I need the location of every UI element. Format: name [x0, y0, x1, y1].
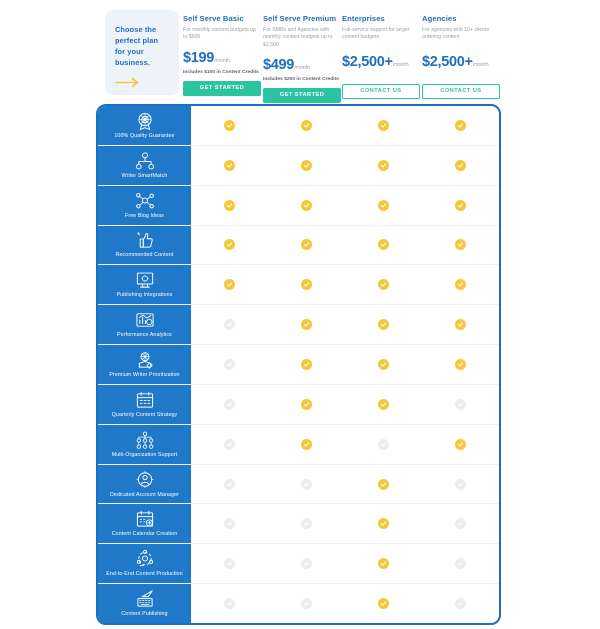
check-icon-active: [301, 239, 312, 250]
feature-value-cell: [345, 146, 422, 185]
check-icon-active: [224, 200, 235, 211]
feature-value-cell: [268, 265, 345, 304]
feature-cell: [98, 106, 191, 145]
plan-title: Enterprises: [342, 14, 385, 23]
feature-value-cell: [422, 265, 499, 304]
plan-description: For SMBs and Agencies with monthly content budgets up to $2,500: [263, 27, 333, 48]
feature-values: [191, 544, 499, 583]
feature-value-cell: [191, 146, 268, 185]
feature-value-cell: [345, 305, 422, 344]
table-row: [98, 504, 499, 544]
plan-credits: Includes $200 in Content Credits: [263, 77, 339, 83]
plan-description: Full-service support for larger content budgets: [342, 27, 410, 41]
check-icon-active: [378, 399, 389, 410]
plan-period: /month: [294, 65, 310, 72]
plan-period: /month: [392, 61, 409, 68]
feature-value-cell: [345, 106, 422, 145]
check-icon-inactive: [224, 479, 235, 490]
check-icon-inactive: [224, 399, 235, 410]
check-icon-active: [301, 120, 312, 131]
check-icon-inactive: [301, 518, 312, 529]
plan-price-row: [183, 49, 261, 67]
feature-value-cell: [345, 584, 422, 623]
feature-value-cell: [345, 265, 422, 304]
feature-value-cell: [191, 186, 268, 225]
feature-cell: [98, 504, 191, 543]
smartmatch-icon: [134, 151, 156, 171]
feature-cell: [98, 226, 191, 265]
feature-value-cell: [268, 146, 345, 185]
plan-title: Agencies: [422, 14, 457, 23]
calendar-create-icon: [134, 509, 156, 529]
plan-price-row: [422, 53, 500, 71]
table-row: [98, 345, 499, 385]
feature-value-cell: [422, 146, 499, 185]
check-icon-inactive: [224, 558, 235, 569]
intro-card: [105, 10, 179, 95]
quality-badge-icon: [134, 111, 156, 131]
check-icon-active: [378, 200, 389, 211]
check-icon-inactive: [455, 598, 466, 609]
check-icon-inactive: [224, 518, 235, 529]
feature-cell: [98, 544, 191, 583]
plan-price: $499: [263, 57, 295, 74]
contact-us-button[interactable]: CONTACT US: [422, 84, 500, 99]
check-icon-active: [455, 239, 466, 250]
check-icon-inactive: [301, 479, 312, 490]
pricing-header: [0, 0, 600, 104]
check-icon-inactive: [224, 359, 235, 370]
check-icon-active: [455, 120, 466, 131]
table-row: [98, 186, 499, 226]
feature-value-cell: [191, 584, 268, 623]
check-icon-active: [378, 279, 389, 290]
get-started-button[interactable]: GET STARTED: [183, 81, 261, 96]
check-icon-active: [378, 558, 389, 569]
contact-us-button[interactable]: CONTACT US: [342, 84, 420, 99]
feature-value-cell: [191, 465, 268, 504]
feature-values: [191, 425, 499, 464]
thumbs-up-icon: [134, 230, 156, 250]
feature-value-cell: [422, 425, 499, 464]
feature-label: Content Publishing: [121, 611, 168, 618]
check-icon-active: [455, 359, 466, 370]
check-icon-inactive: [378, 439, 389, 450]
feature-cell: [98, 265, 191, 304]
feature-label: Dedicated Account Manager: [109, 491, 180, 498]
feature-value-cell: [422, 465, 499, 504]
feature-value-cell: [191, 345, 268, 384]
feature-values: [191, 584, 499, 623]
plan-price-row: [342, 53, 420, 71]
feature-values: [191, 385, 499, 424]
check-icon-inactive: [455, 518, 466, 529]
table-row: [98, 425, 499, 465]
feature-cell: [98, 385, 191, 424]
feature-value-cell: [268, 425, 345, 464]
check-icon-active: [301, 160, 312, 171]
check-icon-active: [301, 399, 312, 410]
check-icon-inactive: [224, 598, 235, 609]
feature-values: [191, 305, 499, 344]
monitor-gear-icon: [134, 270, 156, 290]
table-row: [98, 146, 499, 186]
feature-value-cell: [422, 106, 499, 145]
check-icon-active: [301, 319, 312, 330]
organization-icon: [134, 430, 156, 450]
feature-value-cell: [268, 345, 345, 384]
feature-value-cell: [268, 385, 345, 424]
check-icon-active: [301, 359, 312, 370]
account-manager-icon: [134, 470, 156, 490]
feature-value-cell: [422, 305, 499, 344]
plan-price: $2,500+: [342, 53, 393, 70]
table-row: [98, 584, 499, 623]
feature-value-cell: [268, 465, 345, 504]
production-cycle-icon: [134, 549, 156, 569]
arrow-right-icon: [115, 77, 141, 88]
check-icon-active: [301, 279, 312, 290]
check-icon-inactive: [224, 439, 235, 450]
feature-value-cell: [191, 504, 268, 543]
plan-price: $199: [183, 49, 215, 66]
premium-writer-icon: [134, 350, 156, 370]
feature-values: [191, 186, 499, 225]
feature-values: [191, 265, 499, 304]
feature-value-cell: [345, 544, 422, 583]
check-icon-active: [224, 120, 235, 131]
feature-label: Free Blog Ideas: [125, 212, 164, 219]
check-icon-active: [378, 359, 389, 370]
feature-values: [191, 504, 499, 543]
check-icon-active: [455, 319, 466, 330]
feature-cell: [98, 425, 191, 464]
table-row: [98, 465, 499, 505]
feature-value-cell: [345, 226, 422, 265]
feature-values: [191, 465, 499, 504]
feature-value-cell: [422, 226, 499, 265]
feature-value-cell: [345, 385, 422, 424]
check-icon-active: [455, 279, 466, 290]
feature-value-cell: [268, 584, 345, 623]
feature-values: [191, 226, 499, 265]
check-icon-active: [378, 598, 389, 609]
feature-value-cell: [268, 504, 345, 543]
check-icon-inactive: [455, 558, 466, 569]
feature-label: Writer SmartMatch: [121, 172, 168, 179]
feature-comparison-table: [96, 104, 501, 625]
feature-cell: [98, 345, 191, 384]
feature-value-cell: [422, 584, 499, 623]
feature-value-cell: [345, 504, 422, 543]
plan-price-row: [263, 56, 341, 74]
feature-value-cell: [422, 186, 499, 225]
plan-title: Self Serve Premium: [263, 14, 337, 23]
plan-description: For agencies with 10+ clients ordering content: [422, 27, 490, 41]
check-icon-active: [301, 200, 312, 211]
feature-value-cell: [268, 186, 345, 225]
check-icon-inactive: [224, 319, 235, 330]
feature-label: Publishing Integrations: [116, 292, 173, 299]
plan-column-enterprises: [342, 14, 420, 99]
feature-value-cell: [422, 385, 499, 424]
plan-credits: Includes $100 in Content Credits: [183, 69, 259, 75]
check-icon-active: [224, 239, 235, 250]
table-row: [98, 265, 499, 305]
check-icon-inactive: [455, 399, 466, 410]
feature-value-cell: [268, 544, 345, 583]
feature-value-cell: [345, 186, 422, 225]
feature-label: Premium Writer Prioritization: [109, 371, 180, 378]
check-icon-active: [455, 160, 466, 171]
feature-value-cell: [191, 385, 268, 424]
plan-price: $2,500+: [422, 53, 473, 70]
feature-cell: [98, 584, 191, 623]
table-row: [98, 106, 499, 146]
feature-value-cell: [268, 106, 345, 145]
feature-label: Recommended Content: [115, 252, 174, 259]
table-row: [98, 544, 499, 584]
feature-value-cell: [345, 345, 422, 384]
calendar-strategy-icon: [134, 390, 156, 410]
feature-value-cell: [191, 425, 268, 464]
blog-ideas-icon: [134, 191, 156, 211]
feature-value-cell: [268, 226, 345, 265]
feature-label: Performance Analytics: [117, 332, 172, 339]
plan-title: Self Serve Basic: [183, 14, 244, 23]
feature-value-cell: [268, 305, 345, 344]
plan-description: For monthly content budgets up to $500: [183, 27, 256, 41]
check-icon-active: [378, 120, 389, 131]
check-icon-active: [224, 279, 235, 290]
table-row: [98, 226, 499, 266]
feature-cell: [98, 465, 191, 504]
check-icon-inactive: [455, 479, 466, 490]
feature-value-cell: [422, 544, 499, 583]
plan-column-agencies: [422, 14, 500, 99]
check-icon-active: [378, 319, 389, 330]
feature-value-cell: [422, 345, 499, 384]
check-icon-active: [378, 239, 389, 250]
feature-value-cell: [191, 544, 268, 583]
feature-label: 100% Quality Guarantee: [114, 132, 175, 139]
plan-period: /month: [472, 61, 489, 68]
get-started-button[interactable]: GET STARTED: [263, 88, 341, 103]
feature-label: Quarterly Content Strategy: [111, 411, 178, 418]
intro-text: Choose the perfect plan for your business.: [115, 25, 159, 67]
feature-rows: [98, 106, 499, 623]
check-icon-active: [378, 479, 389, 490]
check-icon-active: [378, 518, 389, 529]
check-icon-active: [301, 439, 312, 450]
feature-value-cell: [191, 305, 268, 344]
feature-values: [191, 146, 499, 185]
feature-value-cell: [191, 265, 268, 304]
feature-value-cell: [345, 425, 422, 464]
feature-cell: [98, 305, 191, 344]
feature-value-cell: [191, 106, 268, 145]
check-icon-inactive: [301, 598, 312, 609]
table-row: [98, 305, 499, 345]
feature-cell: [98, 146, 191, 185]
check-icon-active: [455, 200, 466, 211]
feature-value-cell: [422, 504, 499, 543]
feature-values: [191, 106, 499, 145]
feature-cell: [98, 186, 191, 225]
check-icon-active: [378, 160, 389, 171]
check-icon-inactive: [301, 558, 312, 569]
publish-rocket-icon: [134, 589, 156, 609]
feature-label: Multi-Organization Support: [111, 451, 178, 458]
plan-period: /month: [214, 57, 230, 64]
feature-label: Content Calendar Creation: [111, 531, 178, 538]
feature-values: [191, 345, 499, 384]
check-icon-active: [224, 160, 235, 171]
analytics-chart-icon: [134, 310, 156, 330]
plan-column-self-serve-premium: [263, 14, 341, 103]
feature-value-cell: [345, 465, 422, 504]
table-row: [98, 385, 499, 425]
feature-value-cell: [191, 226, 268, 265]
feature-label: End-to-End Content Production: [106, 571, 183, 578]
check-icon-active: [455, 439, 466, 450]
plan-column-self-serve-basic: [183, 14, 261, 96]
